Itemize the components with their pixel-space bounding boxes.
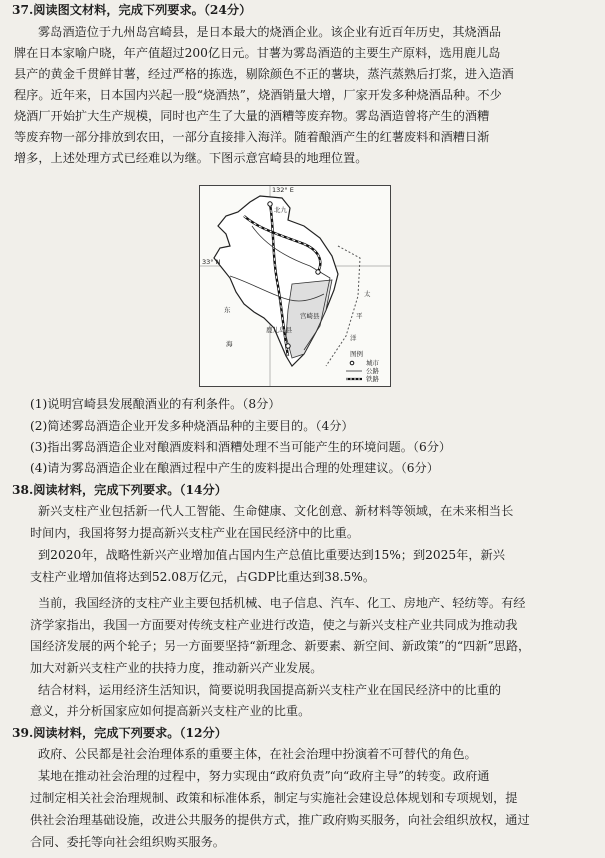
- map-figure: [200, 186, 390, 386]
- longitude-label: 132° E: [272, 186, 294, 194]
- q38-para-line: 时间内，我国将努力提高新兴支柱产业在国民经济中的比重。: [30, 526, 360, 540]
- city-marker: [316, 270, 320, 274]
- legend-rail: 铁路: [366, 375, 379, 383]
- latitude-label: 33° N: [202, 258, 221, 266]
- q39-para-line: 过制定相关社会治理规制、政策和标准体系，制定与实施社会建设总体规划和专项规划，提: [30, 791, 518, 805]
- q39-para-line: 政府、公民都是社会治理体系的重要主体，在社会治理中扮演着不可替代的角色。: [38, 747, 477, 761]
- q38-heading: 38.阅读材料，完成下列要求。（14分）: [12, 483, 227, 497]
- q38-para-line: 加大对新兴支柱产业的扶持力度，推动新兴产业发展。: [30, 661, 323, 675]
- q37-para-line: 烧酒厂开始扩大生产规模，同时也产生了大量的酒糟等废弃物。雾岛酒造曾将产生的酒糟: [14, 109, 490, 123]
- q38-para-line: 新兴支柱产业包括新一代人工智能、生命健康、文化创意、新材料等领域，在未来相当长: [38, 504, 514, 518]
- q37-para-line: 程序。近年来，日本国内兴起一股“烧酒热”，烧酒销量大增，厂家开发多种烧酒品种。不少: [14, 88, 502, 102]
- q39-para-line: 供社会治理基础设施，改进公共服务的提供方式，推广政府购买服务，向社会组织放权，通过: [30, 813, 530, 827]
- q38-para-line: 意义，并分析国家应如何提高新兴支柱产业的比重。: [30, 704, 311, 718]
- q37-para-line: 等废弃物一部分排放到农田，一部分直接排入海洋。随着酿酒产生的红薯废料和酒糟日渐: [14, 130, 490, 144]
- ocean-label: 平: [356, 312, 363, 320]
- q37-para-line: 县产的黄金千贯鲜甘薯，经过严格的拣选，剔除颜色不正的薯块，蒸汽蒸熟后打浆，进入造酒: [14, 67, 514, 81]
- q38-para-line: 结合材料，运用经济生活知识，简要说明我国提高新兴支柱产业在国民经济中的比重的: [38, 683, 502, 697]
- q37-subquestion: (4)请为雾岛酒造企业在酿酒过程中产生的废料提出合理的处理建议。（6分）: [30, 461, 439, 475]
- q39-para-line: 合同、委托等向社会组织购买服务。: [30, 835, 225, 849]
- sea-label: 海: [226, 340, 233, 348]
- q37-para-line: 增多，上述处理方式已经难以为继。下图示意宫崎县的地理位置。: [14, 151, 368, 165]
- miyazaki-map: [199, 185, 391, 387]
- ocean-label: 洋: [350, 334, 357, 342]
- q39-heading: 39.阅读材料，完成下列要求。（12分）: [12, 726, 227, 740]
- q38-para-line: 到2020年，战略性新兴产业增加值占国内生产总值比重要达到15%；到2025年，新兴: [38, 548, 505, 562]
- city-marker: [268, 202, 272, 206]
- q37-heading: 37.阅读图文材料，完成下列要求。（24分）: [12, 3, 252, 17]
- legend-road: 公路: [366, 367, 379, 375]
- ocean-label: 太: [364, 290, 371, 298]
- q37-subquestion: (3)指出雾岛酒造企业对酿酒废料和酒糟处理不当可能产生的环境问题。（6分）: [30, 440, 452, 454]
- miyazaki-label: 宫崎县: [300, 312, 320, 320]
- legend-title: 图例: [350, 350, 363, 358]
- map-legend: [346, 349, 380, 383]
- q39-para-line: 某地在推动社会治理的过程中，努力实现由“政府负责”向“政府主导”的转变。政府通: [38, 769, 490, 783]
- q37-subquestion: (1)说明宫崎县发展酿酒业的有利条件。（8分）: [30, 397, 281, 411]
- q38-para-line: 当前，我国经济的支柱产业主要包括机械、电子信息、汽车、化工、房地产、轻纺等。有经: [38, 596, 526, 610]
- legend-city-symbol: [350, 361, 354, 365]
- q37-subquestion: (2)简述雾岛酒造企业开发多种烧酒品种的主要目的。（4分）: [30, 419, 354, 433]
- q38-para-line: 国经济发展的两个轮子；另一方面要坚持“新理念、新要素、新空间、新政策”的“四新”思路，: [30, 639, 531, 653]
- q38-para-line: 支柱产业增加值将达到52.08万亿元，占GDP比重达到38.5%。: [30, 570, 376, 584]
- q37-para-line: 雾岛酒造位于九州岛宫崎县，是日本最大的烧酒企业。该企业有近百年历史，其烧酒品: [38, 25, 502, 39]
- kagoshima-label: 鹿儿岛县: [266, 326, 292, 334]
- q37-para-line: 牌在日本家喻户晓，年产值超过200亿日元。甘薯为雾岛酒造的主要生产原料，选用鹿儿岛: [14, 46, 501, 60]
- sea-label: 东: [224, 306, 231, 314]
- city-marker: [286, 344, 290, 348]
- q38-para-line: 济学家指出，我国一方面要对传统支柱产业进行改造，使之与新兴支柱产业共同成为推动我: [30, 618, 518, 632]
- legend-city: 城市: [366, 359, 379, 367]
- place-label: 北九: [274, 206, 287, 214]
